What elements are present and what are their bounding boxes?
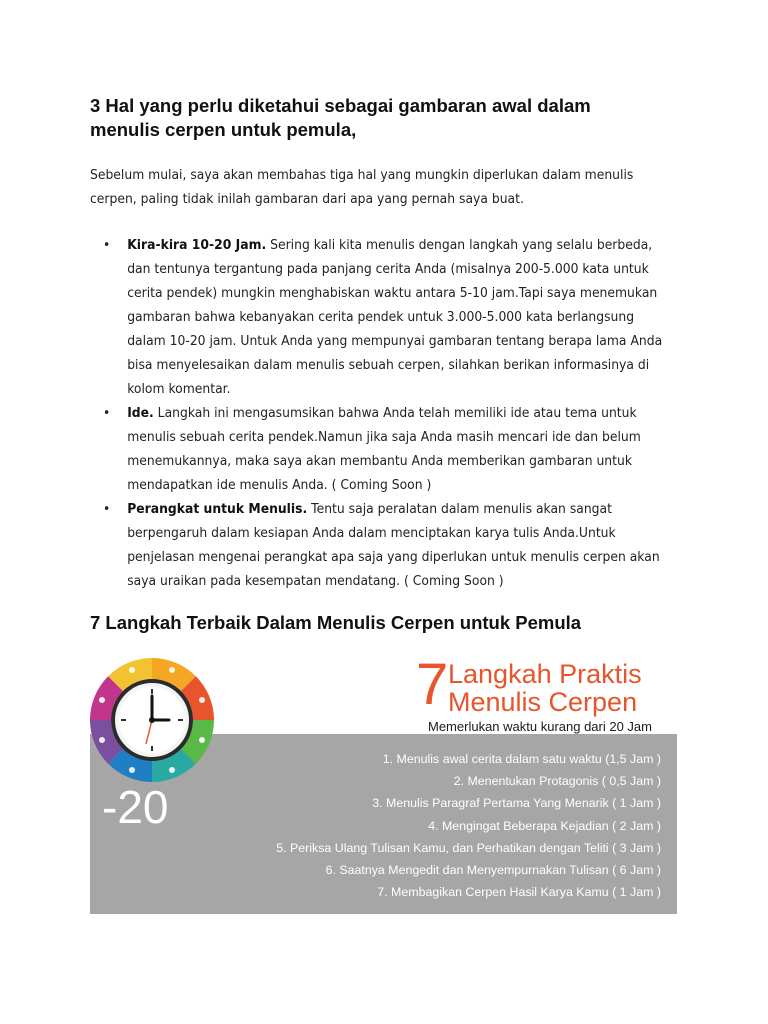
list-item: 5. Periksa Ulang Tulisan Kamu, dan Perhatikan dengan Teliti ( 3 Jam )	[276, 840, 661, 855]
list-item: 1. Menulis awal cerita dalam satu waktu (1,5 Jam )	[382, 752, 661, 766]
steps-list	[276, 748, 661, 903]
infographic	[90, 654, 677, 914]
list-item: 6. Saatnya Mengedit dan Menyempurnakan Tulisan ( 6 Jam )	[325, 863, 661, 878]
point-text: Langkah ini mengasumsikan bahwa Anda telah memiliki ide atau tema untuk menulis sebuah cerita pendek.Namun jika saja Anda masih mencari ide dan belum menemukannya, maka saya akan membantu Anda memberikan gambaran untuk mendapatkan ide menulis Anda. ( Coming Soon )	[127, 406, 641, 493]
point-text: Tentu saja peralatan dalam menulis akan sangat berpengaruh dalam kesiapan Anda dalam menciptakan karya tulis Anda.Untuk penjelasan mengenai perangkat apa saja yang diperlukan untuk menulis cerpen akan saya uraikan pada kesempatan mendatang. ( Coming Soon )	[127, 502, 660, 589]
list-item: 7. Membagikan Cerpen Hasil Karya Kamu ( 1 Jam )	[377, 885, 661, 900]
list-item: 2. Menentukan Protagonis ( 0,5 Jam )	[453, 774, 661, 789]
point-title: Ide.	[127, 406, 154, 421]
list-item	[90, 498, 672, 594]
intro-paragraph: Sebelum mulai, saya akan membahas tiga hal yang mungkin diperlukan dalam menulis cerpen, paling tidak inilah gambaran dari apa yang pernah saya buat.	[90, 168, 634, 207]
points-list	[90, 234, 672, 594]
point-title: Perangkat untuk Menulis.	[127, 502, 308, 517]
list-item: 3. Menulis Paragraf Pertama Yang Menarik ( 1 Jam )	[372, 796, 661, 811]
infographic-subtitle: Memerlukan waktu kurang dari 20 Jam	[428, 719, 652, 734]
infographic-title-line2: Menulis Cerpen	[448, 687, 638, 717]
list-item	[90, 402, 672, 498]
section-heading-1: 3 Hal yang perlu diketahui sebagai gambaran awal dalam menulis cerpen untuk pemula,	[90, 95, 591, 140]
list-item: 4. Mengingat Beberapa Kejadian ( 2 Jam )	[428, 818, 661, 833]
infographic-number: 7	[416, 654, 449, 717]
infographic-title-line1: Langkah Praktis	[448, 659, 642, 689]
point-title: Kira-kira 10-20 Jam.	[127, 238, 267, 253]
list-item	[90, 234, 672, 402]
infographic-big-label: -20	[102, 781, 169, 833]
clock-icon	[90, 654, 220, 784]
point-text: Sering kali kita menulis dengan langkah yang selalu berbeda, dan tentunya tergantung pada panjang cerita Anda (misalnya 200-5.000 kata untuk cerita pendek) mungkin menghabiskan waktu antara 5-10 jam.Tapi saya menemukan gambaran bahwa kebanyakan cerita pendek untuk 3.000-5.000 kata berlangsung dalam 10-20 jam. Untuk Anda yang mempunyai gambaran tentang berapa lama Anda bisa menyelesaikan dalam menulis sebuah cerpen, silahkan berikan informasinya di kolom komentar.	[127, 238, 663, 397]
section-heading-2: 7 Langkah Terbaik Dalam Menulis Cerpen untuk Pemula	[90, 612, 582, 633]
